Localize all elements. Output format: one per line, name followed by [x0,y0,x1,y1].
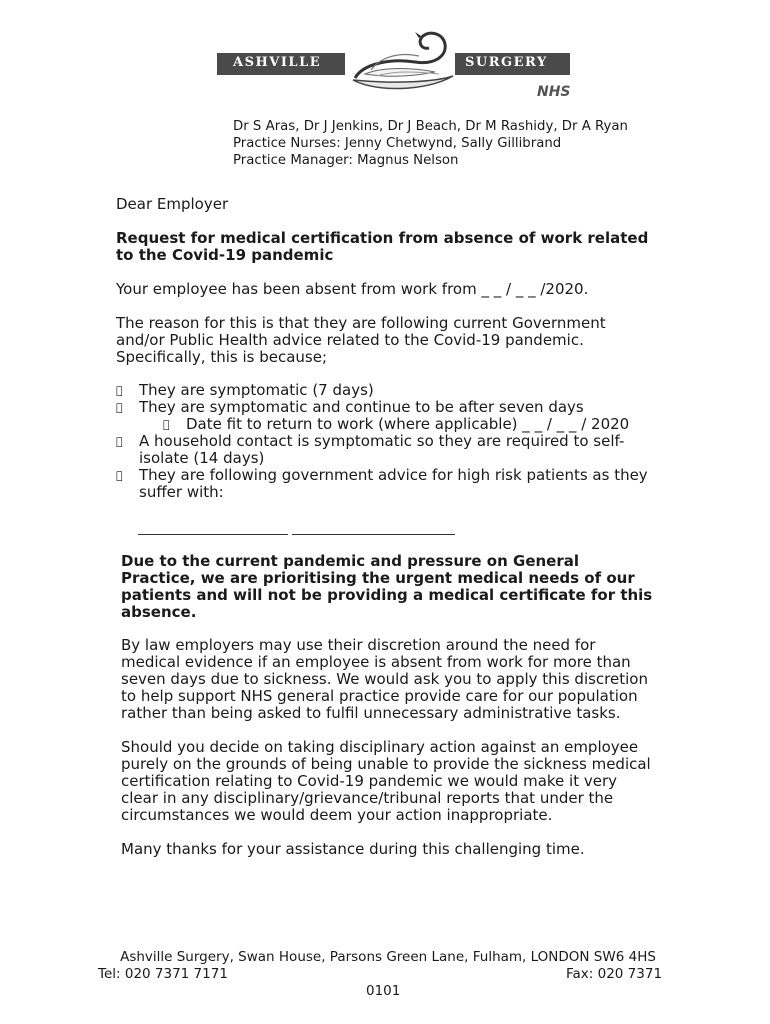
bullet-glyph [163,416,170,433]
staff-doctors: Dr S Aras, Dr J Jenkins, Dr J Beach, Dr M Rashidy, Dr A Ryan [233,119,628,134]
notice-paragraph: Due to the current pandemic and pressure on General Practice, we are prioritising the urgent medical needs of our patients and will not be providing a medical certificate for this absence. [121,552,653,621]
staff-manager: Practice Manager: Magnus Nelson [233,153,459,168]
logo-text-ashville: ASHVILLE [233,55,322,70]
bullet-glyph [116,433,123,450]
absence-dates-line: Your employee has been absent from work from _ _ / _ _ /2020. [116,280,589,298]
logo-text-surgery: SURGERY [465,55,548,70]
bullet-glyph [116,382,123,399]
reason-line: and/or Public Health advice related to the Covid-19 pandemic. [116,331,584,349]
practice-logo [217,26,572,106]
salutation: Dear Employer [116,195,229,213]
bullet-glyph [116,467,123,484]
staff-nurses: Practice Nurses: Jenny Chetwynd, Sally Gillibrand [233,136,562,151]
subject-line: to the Covid-19 pandemic [116,246,334,264]
bullet-glyph [116,399,123,416]
disciplinary-paragraph: Should you decide on taking disciplinary action against an employee purely on the grounds of being unable to provide the sickness medical certification relating to Covid-19 pandemic we would make it very clear in any disciplinary/grievance/tribunal reports that under the circumstances we would deem your action inappropriate. [121,738,651,824]
reason-line: Specifically, this is because; [116,348,328,366]
condition-blank-line [292,534,455,535]
footer-fax-continued: 0101 [366,983,401,999]
subject-heading [116,230,676,264]
reason-paragraph [116,315,676,366]
closing-thanks: Many thanks for your assistance during this challenging time. [121,840,585,858]
subject-line: Request for medical certification from absence of work related [116,229,649,247]
footer-address: Ashville Surgery, Swan House, Parsons Green Lane, Fulham, LONDON SW6 4HS [120,949,656,965]
law-paragraph: By law employers may use their discretion around the need for medical evidence if an employee is absent from work for more than seven days due to sickness. We would ask you to apply this discretion to help support NHS general practice provide care for our population rather than being asked to fulfil unnecessary administrative tasks. [121,636,648,722]
condition-blank-line [138,534,288,535]
reason-line: The reason for this is that they are following current Government [116,314,606,332]
footer-telephone: Tel: 020 7371 7171 [98,966,228,982]
footer-fax: Fax: 020 7371 [566,966,663,982]
nhs-mark: NHS [537,84,571,100]
swan-icon [335,26,465,96]
staff-list [233,118,628,169]
